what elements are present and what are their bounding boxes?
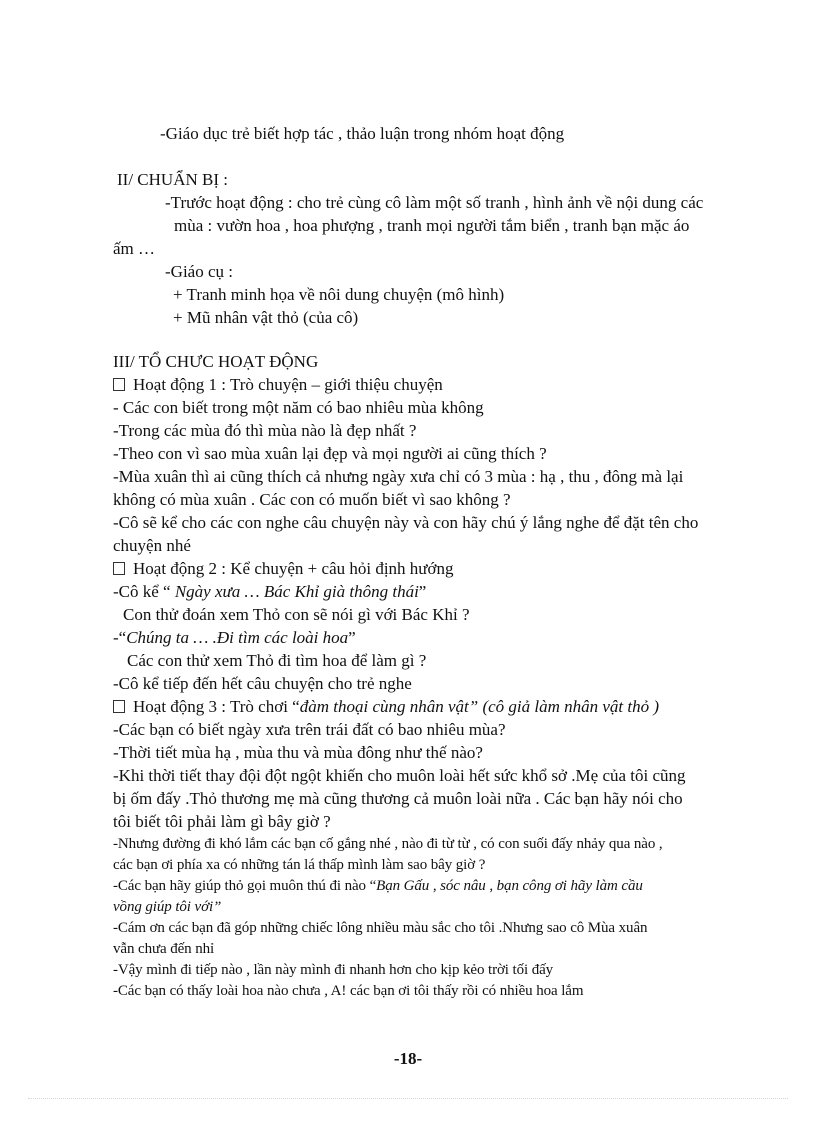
small-text-line: vẫn chưa đến nhỉ: [113, 941, 215, 957]
activity-1-title: Hoạt động 1 : Trò chuyện – giới thiệu chuyện: [133, 375, 443, 394]
text-line: Các con thử xem Thỏ đi tìm hoa để làm gì ?: [127, 651, 427, 670]
text-line: -Khi thời tiết thay đội đột ngột khiến cho muôn loài hết sức khổ sở .Mẹ của tôi cũng: [113, 766, 686, 785]
small-text-line: -Nhưng đường đi khó lắm các bạn cố gắng nhé , nào đi từ từ , có con suối đấy nhảy qua nào ,: [113, 836, 663, 852]
section-2-title: II/ CHUẨN BỊ :: [117, 170, 228, 189]
text-line: -Thời tiết mùa hạ , mùa thu và mùa đông như thế nào?: [113, 743, 483, 762]
small-text-line: các bạn ơi phía xa có những tán lá thấp mình làm sao bây giờ ?: [113, 857, 486, 873]
text-span: ”: [348, 628, 356, 647]
story-line: [113, 582, 426, 602]
text-line: - Các con biết trong một năm có bao nhiêu mùa không: [113, 398, 484, 417]
text-line: không có mùa xuân . Các con có muốn biết vì sao không ?: [113, 490, 511, 509]
bullet-box-icon: [113, 700, 125, 713]
tools-label: -Giáo cụ :: [165, 262, 233, 281]
text-line: Con thử đoán xem Thỏ con sẽ nói gì với Bác Khỉ ?: [123, 605, 470, 624]
page-separator: [28, 1098, 788, 1099]
page-number: -18-: [393, 1049, 423, 1068]
text-line: bị ốm đấy .Thỏ thương mẹ mà cũng thương cả muôn loài nữa . Các bạn hãy nói cho: [113, 789, 683, 808]
story-line: [113, 628, 356, 648]
italic-span: Ngày xưa … Bác Khỉ già thông thái: [174, 582, 419, 601]
objective-line: -Giáo dục trẻ biết hợp tác , thảo luận trong nhóm hoạt động: [160, 124, 565, 143]
prep-line-2: mùa : vườn hoa , hoa phượng , tranh mọi người tắm biển , tranh bạn mặc áo: [174, 216, 690, 235]
text-line: -Cô sẽ kể cho các con nghe câu chuyện này và con hãy chú ý lắng nghe để đặt tên cho: [113, 513, 699, 532]
activity-3-heading: [113, 697, 659, 717]
activity-2-heading: [113, 559, 454, 579]
prep-line-1: -Trước hoạt động : cho trẻ cùng cô làm một số tranh , hình ảnh về nội dung các: [165, 193, 704, 212]
text-span: ”: [418, 582, 427, 601]
small-text-line: vồng giúp tôi với”: [113, 899, 222, 915]
activity-2-title: Hoạt động 2 : Kể chuyện + câu hỏi định hướng: [133, 559, 454, 578]
tool-item-1: + Tranh minh họa về nôi dung chuyện (mô hình): [173, 285, 505, 304]
bullet-box-icon: [113, 562, 125, 575]
italic-span: đàm thoại cùng nhân vật” (cô giả làm nhân vật thỏ ): [299, 697, 660, 716]
italic-span: Bạn Gấu , sóc nâu , bạn công ơi hãy làm cầu: [376, 878, 643, 894]
small-text-line: -Vậy mình đi tiếp nào , lần này mình đi nhanh hơn cho kịp kẻo trời tối đấy: [113, 962, 554, 978]
text-line: -Theo con vì sao mùa xuân lại đẹp và mọi người ai cũng thích ?: [113, 444, 547, 463]
text-line: -Trong các mùa đó thì mùa nào là đẹp nhất ?: [113, 421, 417, 440]
prep-line-3: ấm …: [113, 239, 156, 258]
small-text-line: [113, 876, 643, 896]
bullet-box-icon: [113, 378, 125, 391]
text-span: -Các bạn hãy giúp thỏ gọi muôn thú đi nào “: [113, 878, 377, 894]
text-line: -Các bạn có biết ngày xưa trên trái đất có bao nhiêu mùa?: [113, 720, 506, 739]
italic-span: Chúng ta … .Đi tìm các loài hoa: [126, 628, 349, 647]
text-span: -“: [113, 628, 127, 647]
small-text-line: -Cám ơn các bạn đã góp những chiếc lông nhiều màu sắc cho tôi .Nhưng sao cô Mùa xuân: [113, 920, 648, 936]
text-line: chuyện nhé: [113, 536, 191, 555]
activity-3-title: Hoạt động 3 : Trò chơi “: [133, 697, 300, 716]
text-line: -Mùa xuân thì ai cũng thích cả nhưng ngày xưa chỉ có 3 mùa : hạ , thu , đông mà lại: [113, 467, 684, 486]
small-text-line: -Các bạn có thấy loài hoa nào chưa , A! các bạn ơi tôi thấy rồi có nhiều hoa lắm: [113, 983, 584, 999]
text-line: -Cô kể tiếp đến hết câu chuyện cho trẻ nghe: [113, 674, 412, 693]
tool-item-2: + Mũ nhân vật thỏ (của cô): [173, 308, 359, 327]
text-span: -Cô kể “: [113, 582, 175, 601]
section-3-title: III/ TỔ CHƯC HOẠT ĐỘNG: [113, 352, 319, 371]
text-line: tôi biết tôi phải làm gì bây giờ ?: [113, 812, 331, 831]
activity-1-heading: [113, 375, 443, 395]
